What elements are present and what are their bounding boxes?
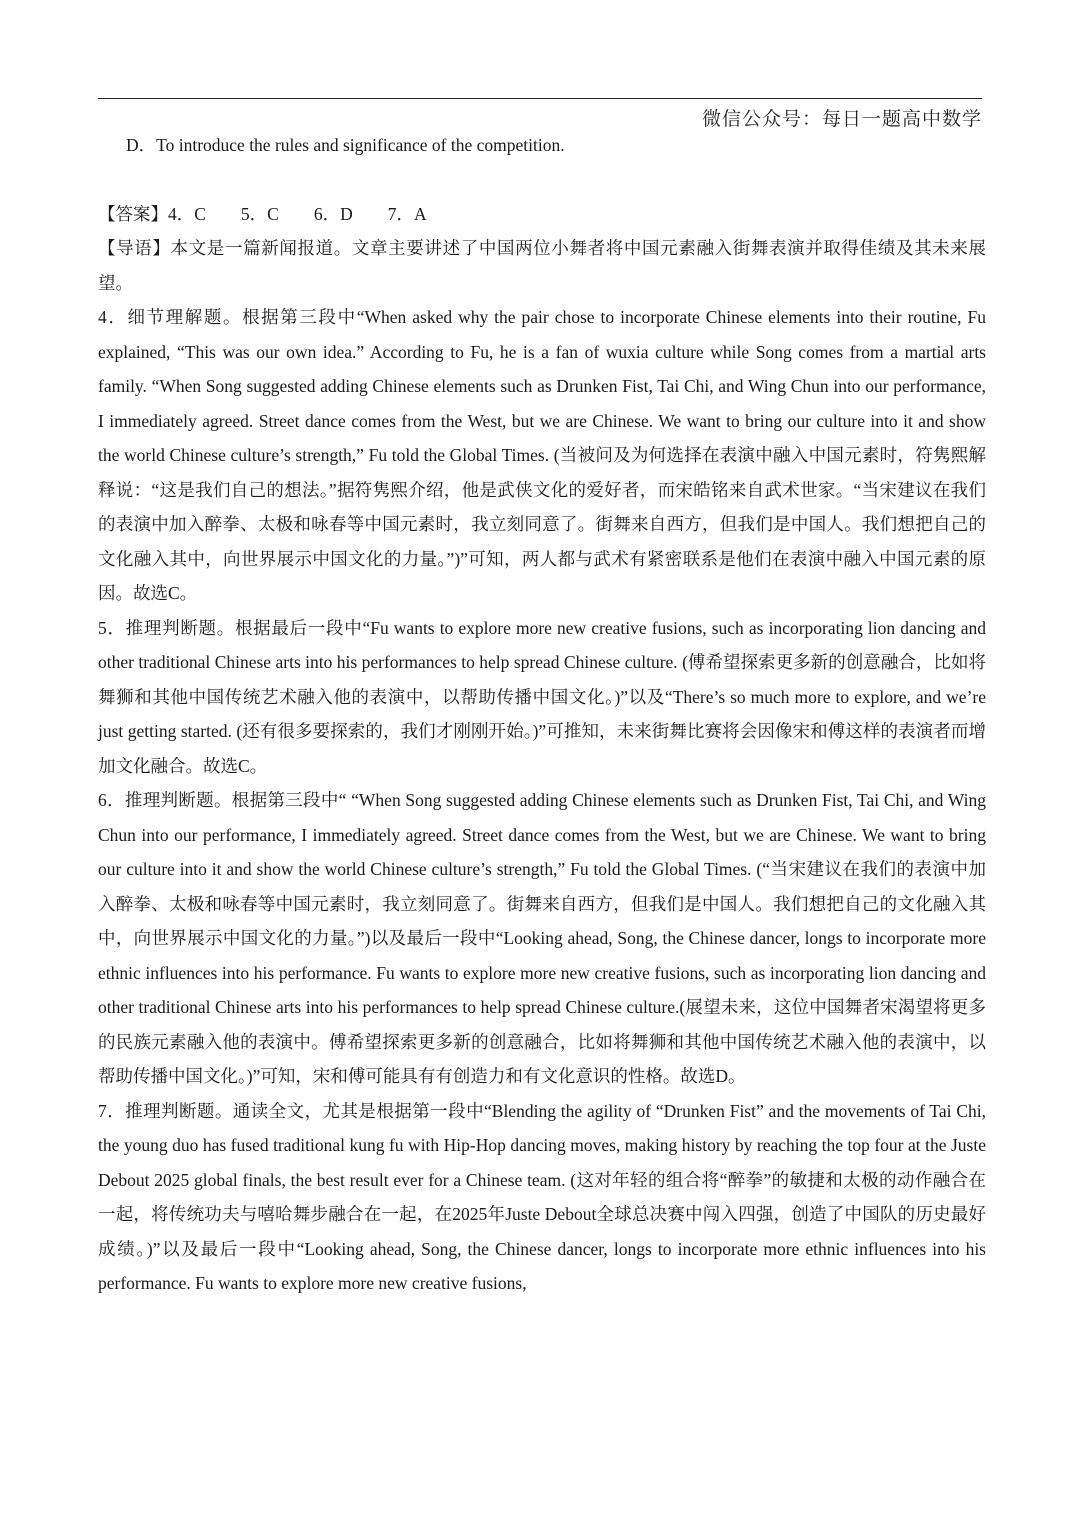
explanation-q4: 4．细节理解题。根据第三段中“When asked why the pair chose to incorporate Chinese elements into their routine, Fu explained, “This was our own idea.” According to Fu, he is a fan of wuxia culture while Song comes from a martial arts family. “When Song suggested adding Chinese elements such as Drunken Fist, Tai Chi, and Wing Chun into our performance, I immediately agreed. Street dance comes from the West, but we are Chinese. We want to bring our culture into it and show the world Chinese culture’s strength,” Fu told the Global Times. (当被问及为何选择在表演中融入中国元素时，符隽熙解释说：“这是我们自己的想法。”据符隽熙介绍，他是武侠文化的爱好者，而宋皓铭来自武术世家。“当宋建议在我们的表演中加入醉拳、太极和咏春等中国元素时，我立刻同意了。街舞来自西方，但我们是中国人。我们想把自己的文化融入其中，向世界展示中国文化的力量。”)”可知，两人都与武术有紧密联系是他们在表演中融入中国元素的原因。故选C。 bbox=[98, 307, 986, 603]
header-watermark: 微信公众号：每日一题高中数学 bbox=[701, 108, 982, 130]
answer-key: 【答案】4．C 5．C 6．D 7．A bbox=[98, 203, 427, 224]
option-d: D．To introduce the rules and significance of the competition. bbox=[126, 135, 565, 155]
guide-paragraph: 【导语】本文是一篇新闻报道。文章主要讲述了中国两位小舞者将中国元素融入街舞表演并取得佳绩及其未来展望。 bbox=[98, 238, 986, 293]
header-divider bbox=[98, 98, 982, 99]
document-body bbox=[98, 128, 986, 1301]
explanation-q5: 5．推理判断题。根据最后一段中“Fu wants to explore more new creative fusions, such as incorporating lion dancing and other traditional Chinese arts into his performances to help spread Chinese culture. (傅希望探索更多新的创意融合，比如将舞狮和其他中国传统艺术融入他的表演中，以帮助传播中国文化。)”以及“There’s so much more to explore, and we’re just getting started. (还有很多要探索的，我们才刚刚开始。)”可推知，未来街舞比赛将会因像宋和傅这样的表演者而增加文化融合。故选C。 bbox=[98, 617, 986, 776]
explanation-q7: 7．推理判断题。通读全文，尤其是根据第一段中“Blending the agility of “Drunken Fist” and the movements of Tai Chi, the young duo has fused traditional kung fu with Hip-Hop dancing moves, making history by reaching the top four at the Juste Debout 2025 global finals, the best result ever for a Chinese team. (这对年轻的组合将“醉拳”的敏捷和太极的动作融合在一起，将传统功夫与嘻哈舞步融合在一起，在2025年Juste Debout全球总决赛中闯入四强，创造了中国队的历史最好成绩。)”以及最后一段中“Looking ahead, Song, the Chinese dancer, longs to incorporate more ethnic influences into his performance. Fu wants to explore more new creative fusions, bbox=[98, 1100, 986, 1293]
explanation-q6: 6．推理判断题。根据第三段中“ “When Song suggested adding Chinese elements such as Drunken Fist, Tai Chi, and Wing Chun into our performance, I immediately agreed. Street dance comes from the West, but we are Chinese. We want to bring our culture into it and show the world Chinese culture’s strength,” Fu told the Global Times. (“当宋建议在我们的表演中加入醉拳、太极和咏春等中国元素时，我立刻同意了。街舞来自西方，但我们是中国人。我们想把自己的文化融入其中，向世界展示中国文化的力量。”)以及最后一段中“Looking ahead, Song, the Chinese dancer, longs to incorporate more ethnic influences into his performance. Fu wants to explore more new creative fusions, such as incorporating lion dancing and other traditional Chinese arts into his performances to help spread Chinese culture.(展望未来，这位中国舞者宋渴望将更多的民族元素融入他的表演中。傅希望探索更多新的创意融合，比如将舞狮和其他中国传统艺术融入他的表演中，以帮助传播中国文化。)”可知，宋和傅可能具有有创造力和有文化意识的性格。故选D。 bbox=[98, 790, 986, 1086]
